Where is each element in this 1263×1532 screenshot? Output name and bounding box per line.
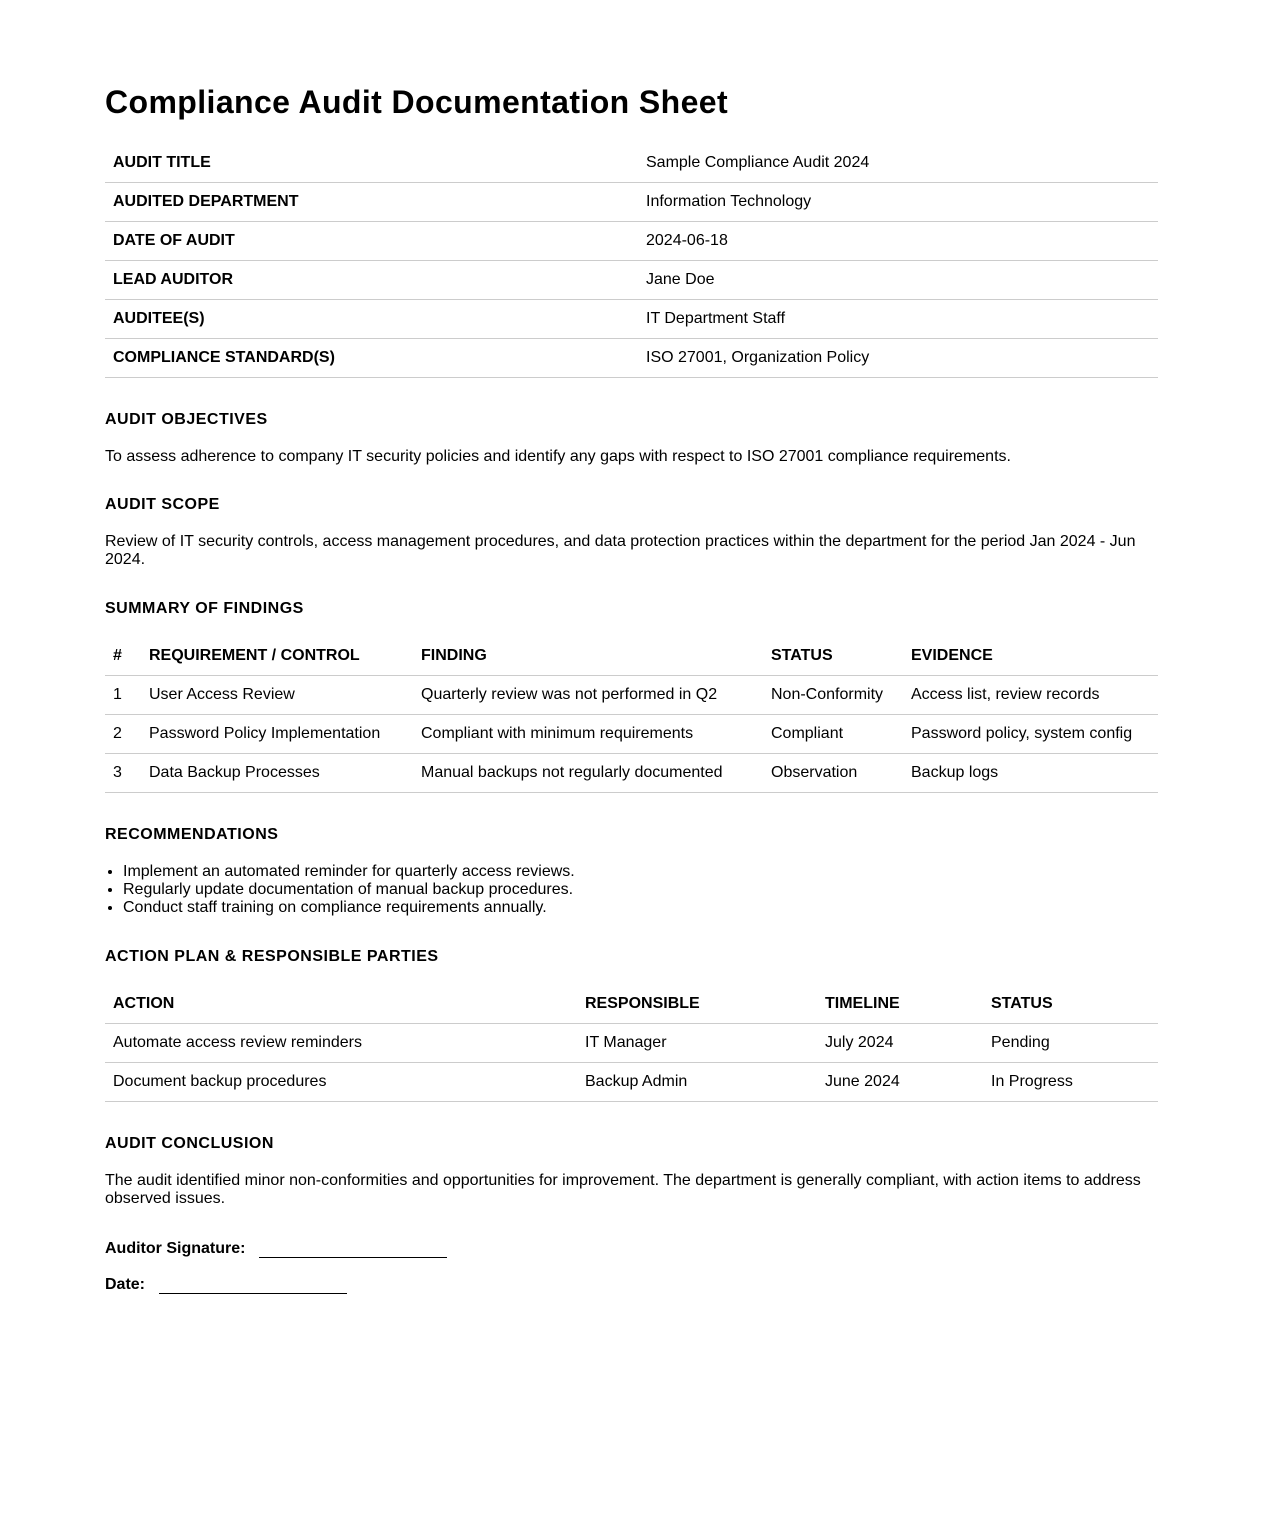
- table-cell: Manual backups not regularly documented: [413, 754, 763, 793]
- table-row: [105, 144, 1158, 183]
- table-cell: Password policy, system config: [903, 715, 1158, 754]
- table-cell: Pending: [983, 1024, 1158, 1063]
- table-row: [105, 222, 1158, 261]
- recommendations-list: [105, 863, 1158, 917]
- table-row: [105, 183, 1158, 222]
- column-header: STATUS: [763, 637, 903, 676]
- list-item: • Conduct staff training on compliance requirements annually.: [123, 899, 1158, 917]
- table-cell: Non-Conformity: [763, 676, 903, 715]
- column-header: EVIDENCE: [903, 637, 1158, 676]
- table-cell: 1: [105, 676, 141, 715]
- table-cell: Access list, review records: [903, 676, 1158, 715]
- auditor-signature-label: Auditor Signature:: [105, 1240, 246, 1257]
- meta-label: AUDITED DEPARTMENT: [105, 183, 638, 222]
- date-signature-row: [105, 1274, 1158, 1294]
- table-row: [105, 1024, 1158, 1063]
- table-header-row: [105, 637, 1158, 676]
- findings-table: [105, 637, 1158, 793]
- meta-value: Information Technology: [638, 183, 1158, 222]
- scope-heading: AUDIT SCOPE: [105, 496, 220, 513]
- table-cell: June 2024: [817, 1063, 983, 1102]
- table-cell: IT Manager: [577, 1024, 817, 1063]
- meta-label: AUDIT TITLE: [105, 144, 638, 183]
- meta-label: COMPLIANCE STANDARD(S): [105, 339, 638, 378]
- table-row: [105, 715, 1158, 754]
- findings-heading: SUMMARY OF FINDINGS: [105, 600, 304, 617]
- auditor-signature-row: [105, 1238, 1158, 1258]
- meta-value: Jane Doe: [638, 261, 1158, 300]
- table-cell: Password Policy Implementation: [141, 715, 413, 754]
- table-cell: Compliant with minimum requirements: [413, 715, 763, 754]
- table-cell: Observation: [763, 754, 903, 793]
- table-header-row: [105, 985, 1158, 1024]
- meta-label: AUDITEE(S): [105, 300, 638, 339]
- table-cell: Document backup procedures: [105, 1063, 577, 1102]
- column-header: RESPONSIBLE: [577, 985, 817, 1024]
- table-row: [105, 300, 1158, 339]
- table-row: [105, 339, 1158, 378]
- table-cell: Compliant: [763, 715, 903, 754]
- date-line[interactable]: [159, 1277, 347, 1294]
- scope-text: Review of IT security controls, access management procedures, and data protection practices within the department for the period Jan 2024 - Jun 2024.: [105, 533, 1136, 568]
- action-plan-heading: ACTION PLAN & RESPONSIBLE PARTIES: [105, 948, 439, 965]
- column-header: STATUS: [983, 985, 1158, 1024]
- list-item: • Implement an automated reminder for quarterly access reviews.: [123, 863, 1158, 881]
- table-cell: July 2024: [817, 1024, 983, 1063]
- meta-value: Sample Compliance Audit 2024: [638, 144, 1158, 183]
- table-cell: Backup logs: [903, 754, 1158, 793]
- action-plan-table: [105, 985, 1158, 1102]
- table-row: [105, 754, 1158, 793]
- conclusion-heading: AUDIT CONCLUSION: [105, 1135, 274, 1152]
- column-header: REQUIREMENT / CONTROL: [141, 637, 413, 676]
- meta-label: LEAD AUDITOR: [105, 261, 638, 300]
- table-cell: User Access Review: [141, 676, 413, 715]
- list-item: • Regularly update documentation of manual backup procedures.: [123, 881, 1158, 899]
- date-label: Date:: [105, 1276, 146, 1293]
- meta-value: 2024-06-18: [638, 222, 1158, 261]
- table-cell: In Progress: [983, 1063, 1158, 1102]
- table-row: [105, 676, 1158, 715]
- table-cell: 2: [105, 715, 141, 754]
- auditor-signature-line[interactable]: [259, 1241, 447, 1258]
- table-row: [105, 261, 1158, 300]
- column-header: FINDING: [413, 637, 763, 676]
- document-page: [105, 0, 1158, 1294]
- table-row: [105, 1063, 1158, 1102]
- column-header: ACTION: [105, 985, 577, 1024]
- recommendations-heading: RECOMMENDATIONS: [105, 826, 279, 843]
- table-cell: Data Backup Processes: [141, 754, 413, 793]
- column-header: TIMELINE: [817, 985, 983, 1024]
- meta-label: DATE OF AUDIT: [105, 222, 638, 261]
- table-cell: Backup Admin: [577, 1063, 817, 1102]
- page-title: Compliance Audit Documentation Sheet: [105, 84, 729, 120]
- objectives-text: To assess adherence to company IT security policies and identify any gaps with respect to ISO 27001 compliance requirements.: [105, 448, 1011, 465]
- table-cell: 3: [105, 754, 141, 793]
- meta-value: IT Department Staff: [638, 300, 1158, 339]
- meta-value: ISO 27001, Organization Policy: [638, 339, 1158, 378]
- table-cell: Automate access review reminders: [105, 1024, 577, 1063]
- conclusion-text: The audit identified minor non-conformities and opportunities for improvement. The department is generally compliant, with action items to address observed issues.: [105, 1172, 1141, 1207]
- column-header: #: [105, 637, 141, 676]
- table-cell: Quarterly review was not performed in Q2: [413, 676, 763, 715]
- audit-info-table: [105, 144, 1158, 378]
- objectives-heading: AUDIT OBJECTIVES: [105, 411, 268, 428]
